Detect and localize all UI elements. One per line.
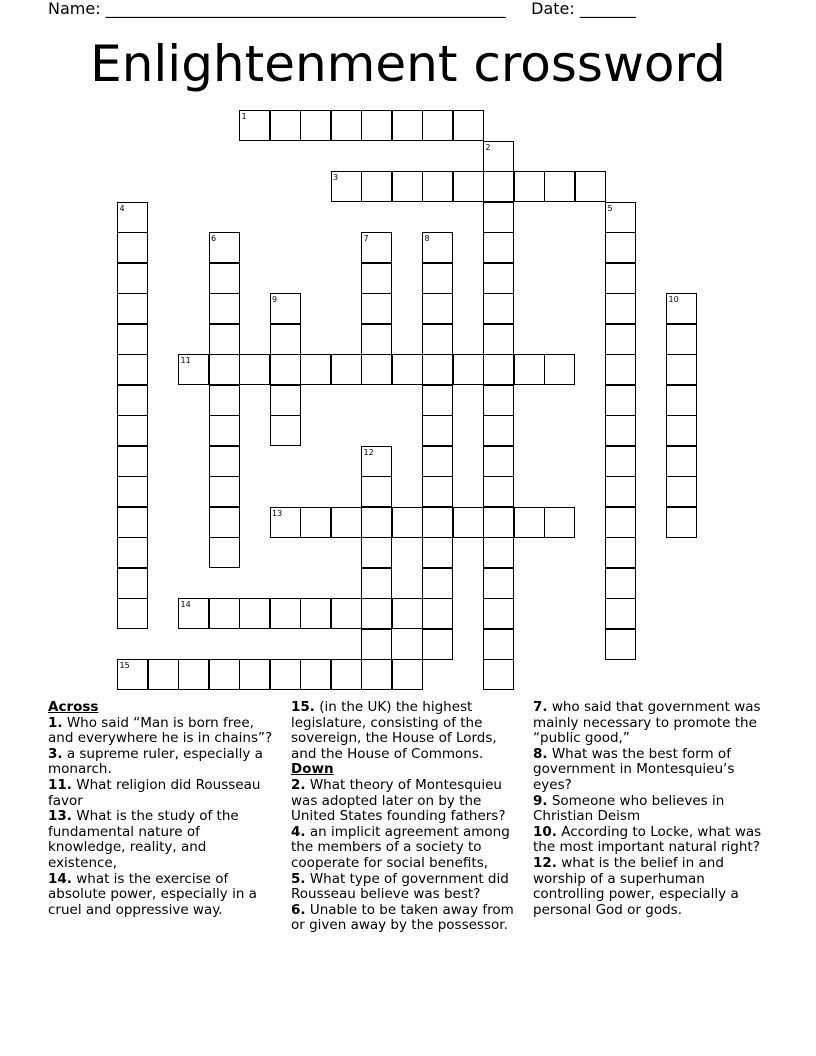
grid-cell[interactable] — [483, 476, 514, 507]
grid-cell[interactable] — [666, 507, 697, 538]
clue-number: 5. — [291, 870, 306, 887]
clue-text: What was the best form of government in Montesquieu’s eyes? — [533, 745, 735, 793]
cell-number: 8 — [424, 234, 430, 243]
cell-number: 6 — [211, 234, 217, 243]
grid-cell[interactable] — [605, 263, 636, 294]
grid-cell[interactable] — [422, 446, 453, 477]
grid-cell[interactable] — [422, 324, 453, 355]
grid-cell[interactable] — [209, 293, 240, 324]
clue-text: Someone who believes in Christian Deism — [533, 792, 725, 825]
grid-cell[interactable] — [605, 507, 636, 538]
grid-cell[interactable] — [483, 385, 514, 416]
grid-cell[interactable] — [483, 263, 514, 294]
clue-across-15 — [291, 700, 523, 762]
grid-cell[interactable] — [392, 171, 423, 202]
grid-cell[interactable] — [178, 659, 209, 690]
grid-cell[interactable] — [361, 537, 392, 568]
clue-text: What theory of Montesquieu was adopted later on by the United States founding fathers? — [291, 776, 506, 825]
grid-cell[interactable] — [117, 598, 148, 629]
grid-cell[interactable] — [575, 171, 606, 202]
grid-cell[interactable] — [117, 537, 148, 568]
grid-cell[interactable] — [666, 385, 697, 416]
grid-cell[interactable] — [361, 476, 392, 507]
grid-cell[interactable] — [605, 568, 636, 599]
grid-cell[interactable] — [605, 415, 636, 446]
grid-cell[interactable] — [483, 598, 514, 629]
grid-cell[interactable] — [361, 324, 392, 355]
grid-cell[interactable] — [209, 476, 240, 507]
grid-cell[interactable] — [514, 171, 545, 202]
grid-cell[interactable] — [666, 354, 697, 385]
grid-cell[interactable] — [361, 263, 392, 294]
clue-text: a supreme ruler, especially a monarch. — [48, 745, 263, 778]
clue-down-10 — [533, 825, 773, 856]
grid-cell[interactable] — [270, 415, 301, 446]
clue-column-1 — [48, 700, 278, 918]
grid-cell[interactable] — [270, 354, 301, 385]
date-blank[interactable]: _______ — [579, 0, 636, 18]
grid-cell[interactable] — [453, 507, 484, 538]
grid-cell[interactable] — [117, 354, 148, 385]
cell-number: 10 — [668, 295, 679, 304]
grid-cell[interactable] — [209, 598, 240, 629]
grid-cell[interactable] — [483, 659, 514, 690]
cell-number: 15 — [119, 661, 130, 670]
grid-cell[interactable] — [117, 232, 148, 263]
grid-cell[interactable] — [117, 476, 148, 507]
grid-cell[interactable] — [270, 385, 301, 416]
cell-number: 9 — [272, 295, 278, 304]
grid-cell[interactable] — [117, 446, 148, 477]
grid-cell[interactable] — [605, 232, 636, 263]
clue-down-12 — [533, 856, 773, 918]
grid-cell[interactable] — [666, 324, 697, 355]
grid-cell[interactable] — [331, 659, 362, 690]
grid-cell[interactable] — [300, 110, 331, 141]
clue-text: Unable to be taken away from or given away by the possessor. — [291, 901, 514, 934]
grid-cell[interactable] — [331, 598, 362, 629]
grid-cell[interactable] — [209, 507, 240, 538]
grid-cell[interactable] — [239, 659, 270, 690]
clue-number: 7. — [533, 699, 548, 715]
grid-cell[interactable] — [605, 293, 636, 324]
grid-cell[interactable] — [453, 171, 484, 202]
grid-cell[interactable] — [392, 354, 423, 385]
grid-cell[interactable] — [209, 446, 240, 477]
grid-cell[interactable] — [270, 598, 301, 629]
clue-down-5 — [291, 872, 523, 903]
grid-cell[interactable] — [361, 659, 392, 690]
grid-cell[interactable] — [209, 537, 240, 568]
clue-text: According to Locke, what was the most important natural right? — [533, 823, 762, 856]
cell-number: 2 — [485, 142, 491, 152]
cell-number: 14 — [180, 600, 191, 609]
grid-cell[interactable] — [666, 446, 697, 477]
grid-cell[interactable] — [483, 202, 514, 233]
grid-cell[interactable] — [361, 171, 392, 202]
clue-down-8 — [533, 747, 773, 794]
grid-cell[interactable] — [361, 354, 392, 385]
clue-text: who said that government was mainly necessary to promote the “public good,” — [533, 699, 761, 747]
clue-text: (in the UK) the highest legislature, consisting of the sovereign, the House of Lords, and the House of Commons. — [291, 699, 497, 762]
clue-text: What religion did Rousseau favor — [48, 776, 261, 809]
clue-across-1 — [48, 716, 278, 747]
down-heading: Down — [291, 761, 334, 778]
grid-cell[interactable] — [270, 110, 301, 141]
grid-cell[interactable] — [605, 629, 636, 660]
cell-number: 1 — [241, 112, 247, 121]
clue-number: 6. — [291, 901, 306, 918]
clue-across-3 — [48, 747, 278, 778]
date-label: Date: — [531, 0, 575, 18]
cell-number: 13 — [272, 508, 283, 518]
grid-cell[interactable] — [605, 598, 636, 629]
grid-cell[interactable] — [361, 110, 392, 141]
grid-cell[interactable] — [483, 415, 514, 446]
grid-cell[interactable] — [331, 354, 362, 385]
grid-cell[interactable] — [605, 354, 636, 385]
grid-cell[interactable] — [514, 507, 545, 538]
grid-cell[interactable] — [300, 507, 331, 538]
cell-number: 3 — [333, 173, 339, 182]
grid-cell[interactable] — [422, 415, 453, 446]
clue-number: 3. — [48, 745, 63, 762]
grid-cell[interactable] — [209, 354, 240, 385]
grid-cell[interactable] — [422, 385, 453, 416]
grid-cell[interactable] — [239, 598, 270, 629]
grid-cell[interactable] — [117, 507, 148, 538]
grid-cell[interactable] — [117, 385, 148, 416]
grid-cell[interactable] — [422, 537, 453, 568]
clue-number: 2. — [291, 776, 306, 793]
grid-cell[interactable] — [117, 415, 148, 446]
grid-cell[interactable] — [300, 598, 331, 629]
grid-cell[interactable] — [270, 324, 301, 355]
clue-text: an implicit agreement among the members of a society to cooperate for social benefits, — [291, 823, 510, 871]
grid-cell[interactable] — [544, 507, 575, 538]
clue-number: 8. — [533, 745, 548, 762]
cell-number: 11 — [180, 356, 191, 365]
clue-number: 12. — [533, 854, 557, 871]
grid-cell[interactable] — [605, 324, 636, 355]
grid-cell[interactable] — [239, 354, 270, 385]
clue-text: Who said “Man is born free, and everywhere he is in chains”? — [48, 714, 273, 747]
clue-text: what is the belief in and worship of a superhuman controlling power, especially a personal God or gods. — [533, 854, 739, 918]
grid-cell[interactable] — [483, 171, 514, 202]
clue-across-14 — [48, 872, 278, 919]
grid-cell[interactable] — [117, 324, 148, 355]
clue-across-11 — [48, 778, 278, 809]
grid-cell[interactable] — [483, 568, 514, 599]
across-heading: Across — [48, 699, 99, 715]
clue-across-13 — [48, 809, 278, 871]
name-label: Name: — [48, 0, 101, 18]
grid-cell[interactable] — [422, 629, 453, 660]
grid-cell[interactable] — [331, 507, 362, 538]
grid-cell[interactable] — [422, 293, 453, 324]
grid-cell[interactable] — [605, 385, 636, 416]
grid-cell[interactable] — [666, 476, 697, 507]
grid-cell[interactable] — [392, 110, 423, 141]
grid-cell[interactable] — [209, 385, 240, 416]
grid-cell[interactable] — [117, 568, 148, 599]
grid-cell[interactable] — [422, 354, 453, 385]
grid-cell[interactable] — [422, 171, 453, 202]
grid-cell[interactable] — [422, 568, 453, 599]
grid-cell[interactable] — [331, 110, 362, 141]
grid-cell[interactable] — [361, 293, 392, 324]
grid-cell[interactable] — [453, 110, 484, 141]
grid-cell[interactable] — [361, 598, 392, 629]
grid-cell[interactable] — [605, 476, 636, 507]
grid-cell[interactable] — [666, 415, 697, 446]
grid-cell[interactable] — [392, 507, 423, 538]
grid-cell[interactable] — [392, 598, 423, 629]
grid-cell[interactable] — [117, 293, 148, 324]
clue-down-2 — [291, 778, 523, 825]
cell-number: 7 — [363, 234, 369, 243]
grid-cell[interactable] — [361, 507, 392, 538]
grid-cell[interactable] — [270, 659, 301, 690]
grid-cell[interactable] — [300, 659, 331, 690]
clue-number: 10. — [533, 823, 557, 840]
grid-cell[interactable] — [514, 354, 545, 385]
grid-cell[interactable] — [148, 659, 179, 690]
page-title: Enlightenment crossword — [90, 35, 726, 93]
grid-cell[interactable] — [209, 659, 240, 690]
clue-text: what is the exercise of absolute power, especially in a cruel and oppressive way. — [48, 870, 257, 918]
clue-down-4 — [291, 825, 523, 872]
clue-text: What type of government did Rousseau believe was best? — [291, 870, 509, 903]
grid-cell[interactable] — [422, 263, 453, 294]
clue-number: 1. — [48, 714, 63, 731]
clue-number: 14. — [48, 870, 72, 887]
clue-number: 15. — [291, 699, 315, 715]
clue-number: 13. — [48, 808, 72, 825]
clue-column-3 — [533, 700, 773, 918]
grid-cell[interactable] — [422, 598, 453, 629]
grid-cell[interactable] — [453, 354, 484, 385]
grid-cell[interactable] — [605, 537, 636, 568]
clue-number: 4. — [291, 823, 306, 840]
grid-cell[interactable] — [209, 415, 240, 446]
grid-cell[interactable] — [483, 293, 514, 324]
grid-cell[interactable] — [422, 507, 453, 538]
grid-cell[interactable] — [422, 110, 453, 141]
grid-cell[interactable] — [361, 568, 392, 599]
cell-number: 5 — [607, 203, 613, 213]
clue-down-6 — [291, 903, 523, 934]
grid-cell[interactable] — [483, 507, 514, 538]
cell-number: 12 — [363, 447, 374, 457]
name-blank[interactable]: __________________________________________________ — [105, 0, 506, 18]
clue-number: 9. — [533, 792, 548, 809]
grid-cell[interactable] — [483, 537, 514, 568]
grid-cell[interactable] — [483, 446, 514, 477]
grid-cell[interactable] — [209, 324, 240, 355]
clue-down-9 — [533, 794, 773, 825]
grid-cell[interactable] — [605, 446, 636, 477]
grid-cell[interactable] — [483, 324, 514, 355]
grid-cell[interactable] — [483, 629, 514, 660]
grid-cell[interactable] — [544, 354, 575, 385]
grid-cell[interactable] — [361, 629, 392, 660]
clue-number: 11. — [48, 776, 72, 793]
clue-column-2 — [291, 700, 523, 934]
grid-cell[interactable] — [483, 354, 514, 385]
grid-cell[interactable] — [209, 263, 240, 294]
clue-down-7 — [533, 700, 773, 747]
grid-cell[interactable] — [117, 263, 148, 294]
grid-cell[interactable] — [392, 659, 423, 690]
grid-cell[interactable] — [300, 354, 331, 385]
grid-cell[interactable] — [422, 476, 453, 507]
cell-number: 4 — [119, 203, 125, 213]
clue-text: What is the study of the fundamental nature of knowledge, reality, and existence, — [48, 808, 239, 871]
grid-cell[interactable] — [483, 232, 514, 263]
grid-cell[interactable] — [544, 171, 575, 202]
